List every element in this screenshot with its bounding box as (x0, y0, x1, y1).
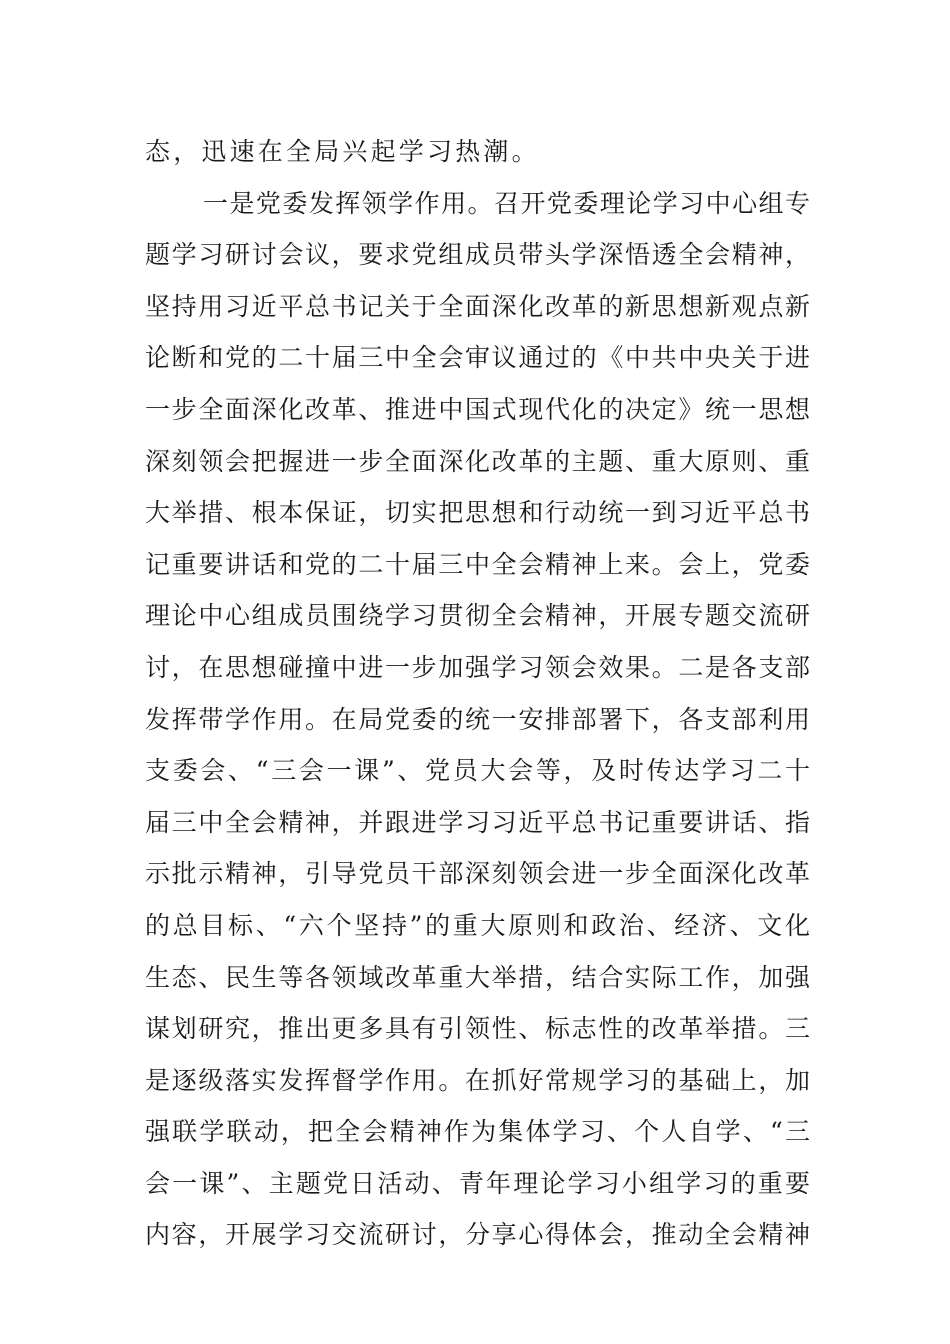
text-line: 一是党委发挥领学作用。召开党委理论学习中心组专 (203, 188, 810, 218)
text-line: 生态、民生等各领域改革重大举措，结合实际工作，加强 (145, 962, 810, 992)
text-line: 谋划研究，推出更多具有引领性、标志性的改革举措。三 (145, 1014, 810, 1044)
text-line: 是逐级落实发挥督学作用。在抓好常规学习的基础上，加 (145, 1065, 810, 1095)
text-line: 示批示精神，引导党员干部深刻领会进一步全面深化改革 (145, 859, 810, 889)
text-line: 坚持用习近平总书记关于全面深化改革的新思想新观点新 (145, 291, 810, 321)
text-line: 发挥带学作用。在局党委的统一安排部署下，各支部利用 (145, 704, 810, 734)
text-line: 大举措、根本保证，切实把思想和行动统一到习近平总书 (145, 498, 810, 528)
body-text (145, 126, 810, 1261)
text-line: 深刻领会把握进一步全面深化改革的主题、重大原则、重 (145, 446, 810, 476)
text-line: 的总目标、“六个坚持”的重大原则和政治、经济、文化 (145, 910, 810, 940)
text-line: 届三中全会精神，并跟进学习习近平总书记重要讲话、指 (145, 807, 810, 837)
text-line: 内容，开展学习交流研讨，分享心得体会，推动全会精神 (145, 1220, 810, 1250)
text-line: 题学习研讨会议，要求党组成员带头学深悟透全会精神， (145, 240, 810, 270)
text-line: 讨，在思想碰撞中进一步加强学习领会效果。二是各支部 (145, 652, 810, 682)
text-line: 论断和党的二十届三中全会审议通过的《中共中央关于进 (145, 343, 810, 373)
text-line: 支委会、“三会一课”、党员大会等，及时传达学习二十 (145, 756, 810, 786)
text-line: 会一课”、主题党日活动、青年理论学习小组学习的重要 (145, 1168, 810, 1198)
text-line: 记重要讲话和党的二十届三中全会精神上来。会上，党委 (145, 549, 810, 579)
text-line: 理论中心组成员围绕学习贯彻全会精神，开展专题交流研 (145, 601, 810, 631)
text-line: 一步全面深化改革、推进中国式现代化的决定》统一思想 (145, 394, 810, 424)
text-line: 强联学联动，把全会精神作为集体学习、个人自学、“三 (145, 1117, 810, 1147)
text-line: 态，迅速在全局兴起学习热潮。 (145, 137, 540, 166)
